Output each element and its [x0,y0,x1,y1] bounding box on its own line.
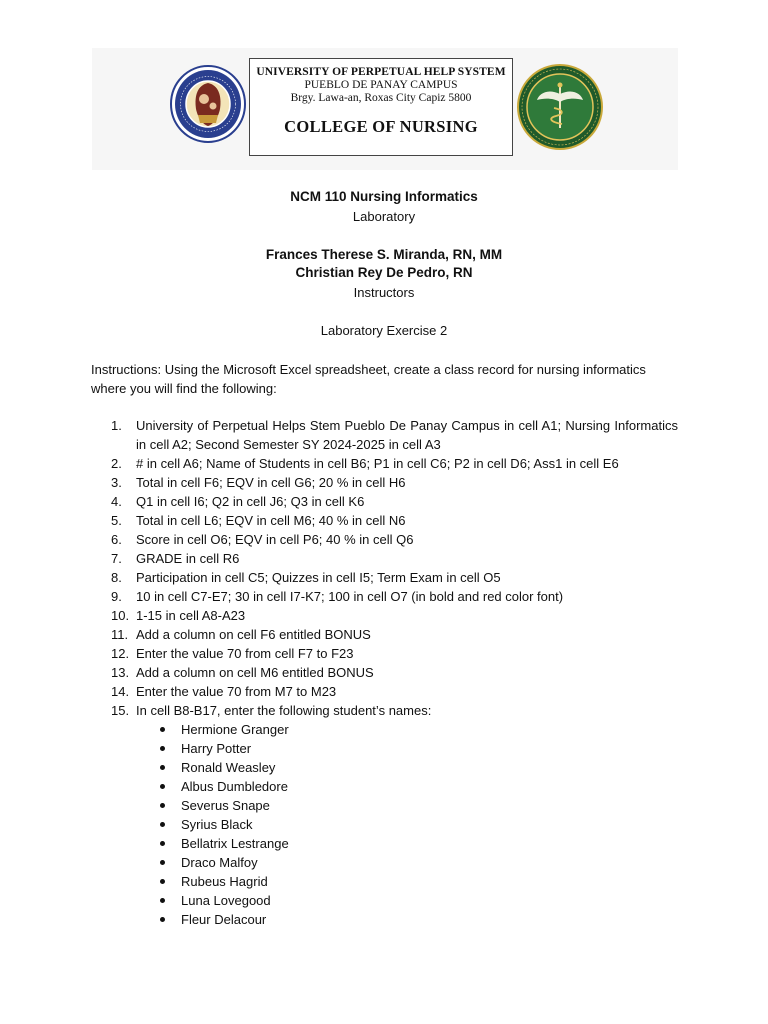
university-seal-icon [170,65,246,143]
list-item [91,530,678,549]
bullet-icon [160,860,165,865]
bullet-icon [160,822,165,827]
list-item [91,492,678,511]
course-title: NCM 110 Nursing Informatics [290,189,478,204]
list-item-text: Total in cell L6; EQV in cell M6; 40 % in cell N6 [136,513,406,528]
bullet-icon [160,898,165,903]
list-item [91,701,678,929]
student-name: Fleur Delacour [181,912,267,927]
list-item [91,625,678,644]
student-name: Hermione Granger [181,722,289,737]
college-of-nursing-seal-icon [517,64,603,150]
list-item [91,606,678,625]
list-item [91,644,678,663]
list-item-number: 13. [111,665,130,680]
bullet-icon [160,803,165,808]
campus-address: Brgy. Lawa-an, Roxas City Capiz 5800 [290,92,472,104]
list-item [91,416,678,454]
letterhead-box [249,58,513,156]
student-name-list [136,720,678,929]
student-name: Draco Malfoy [181,855,258,870]
bullet-icon [160,727,165,732]
list-item-number: 6. [111,532,122,547]
list-item-number: 4. [111,494,122,509]
campus-name: PUEBLO DE PANAY CAMPUS [304,79,458,91]
exercise-title: Laboratory Exercise 2 [320,323,448,338]
list-item-text: Enter the value 70 from cell F7 to F23 [136,646,354,661]
list-item-number: 3. [111,475,122,490]
list-item [136,796,678,815]
list-item-text: GRADE in cell R6 [136,551,240,566]
bullet-icon [160,917,165,922]
student-name: Rubeus Hagrid [181,874,268,889]
list-item-text: Q1 in cell I6; Q2 in cell J6; Q3 in cell K6 [136,494,365,509]
student-name: Harry Potter [181,741,252,756]
student-name: Bellatrix Lestrange [181,836,289,851]
task-list [91,416,678,929]
list-item [136,739,678,758]
list-item-number: 10. [111,608,130,623]
list-item-number: 11. [111,627,129,642]
list-item [91,663,678,682]
list-item [136,891,678,910]
list-item-text: Score in cell O6; EQV in cell P6; 40 % in cell Q6 [136,532,414,547]
student-name: Severus Snape [181,798,270,813]
list-item-number: 9. [111,589,122,604]
instructors-label: Instructors [353,285,415,300]
list-item-text: Total in cell F6; EQV in cell G6; 20 % in cell H6 [136,475,406,490]
student-name: Ronald Weasley [181,760,276,775]
list-item-text: 10 in cell C7-E7; 30 in cell I7-K7; 100 in cell O7 (in bold and red color font) [136,589,564,604]
instructions-paragraph: Instructions: Using the Microsoft Excel spreadsheet, create a class record for nursing informatics where you will find the following: [91,362,646,396]
list-item-number: 5. [111,513,122,528]
bullet-icon [160,765,165,770]
bullet-icon [160,746,165,751]
list-item [136,853,678,872]
list-item-number: 15. [111,703,130,718]
list-item [91,682,678,701]
list-item-text: # in cell A6; Name of Students in cell B6; P1 in cell C6; P2 in cell D6; Ass1 in cell E6 [136,456,619,471]
list-item-number: 1. [111,418,122,433]
list-item [91,511,678,530]
list-item [136,720,678,739]
bullet-icon [160,879,165,884]
list-item [136,872,678,891]
list-item-number: 8. [111,570,122,585]
list-item [91,587,678,606]
student-name: Luna Lovegood [181,893,271,908]
list-item [136,834,678,853]
list-item [136,777,678,796]
list-item [91,549,678,568]
list-item-text: Enter the value 70 from M7 to M23 [136,684,337,699]
list-item [91,454,678,473]
student-name: Albus Dumbledore [181,779,288,794]
list-item-number: 14. [111,684,130,699]
bullet-icon [160,784,165,789]
list-item [136,910,678,929]
list-item-number: 12. [111,646,130,661]
list-item-text: In cell B8-B17, enter the following student’s names: [136,703,432,718]
instructor-name-2: Christian Rey De Pedro, RN [295,265,473,280]
list-item-text: 1-15 in cell A8-A23 [136,608,246,623]
course-type: Laboratory [352,209,416,224]
list-item [91,473,678,492]
list-item-text: Add a column on cell F6 entitled BONUS [136,627,371,642]
list-item [136,758,678,777]
university-name: UNIVERSITY OF PERPETUAL HELP SYSTEM [256,66,506,78]
list-item [136,815,678,834]
list-item-number: 2. [111,456,122,471]
instructor-name-1: Frances Therese S. Miranda, RN, MM [265,247,503,262]
list-item [91,568,678,587]
student-name: Syrius Black [181,817,253,832]
college-name: COLLEGE OF NURSING [284,117,478,136]
list-item-text: Participation in cell C5; Quizzes in cell I5; Term Exam in cell O5 [136,570,501,585]
list-item-text: University of Perpetual Helps Stem Pueblo De Panay Campus in cell A1; Nursing Informatics in cell A2; Second Semester SY 2024-2025 in cell A3 [136,418,678,452]
list-item-text: Add a column on cell M6 entitled BONUS [136,665,374,680]
list-item-number: 7. [111,551,122,566]
bullet-icon [160,841,165,846]
